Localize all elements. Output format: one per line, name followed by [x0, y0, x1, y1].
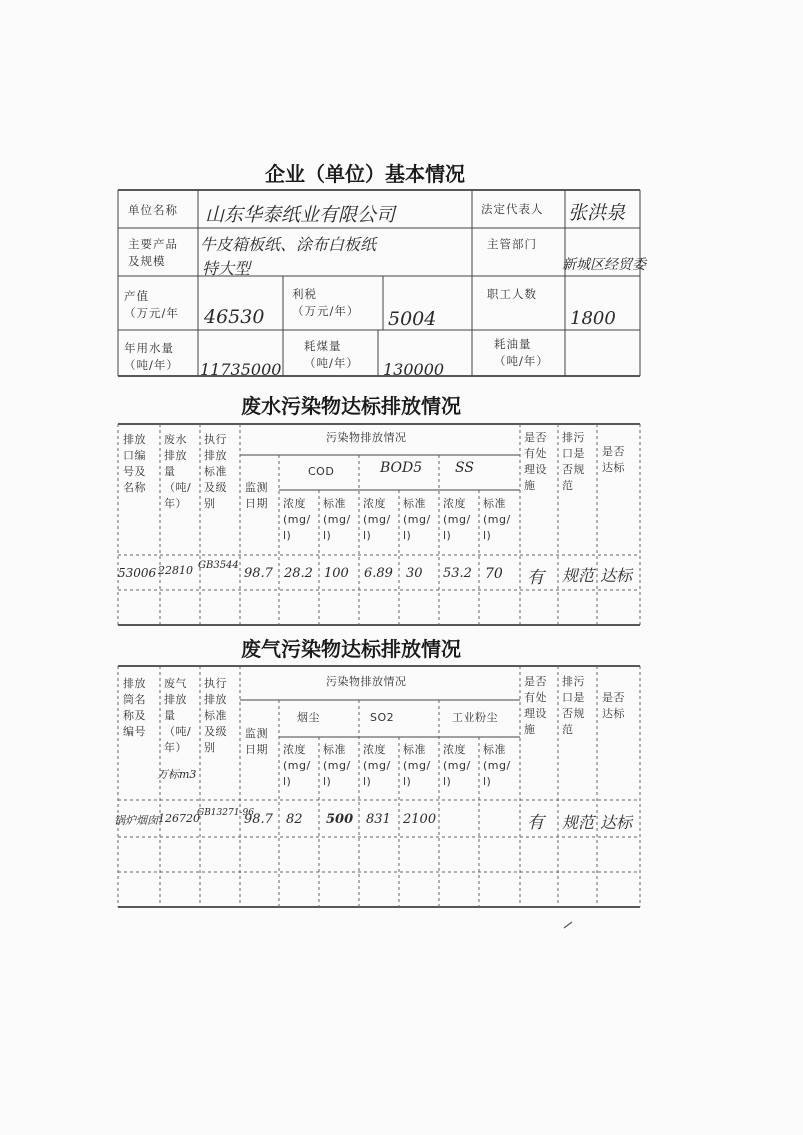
wg-pollutant-industrial-dust: 工业粉尘: [452, 711, 498, 724]
wg-row-s2: 2100: [403, 812, 437, 827]
wg-std-1: 标准 (mg/ l): [323, 743, 351, 788]
products-value-2: 特大型: [202, 259, 251, 278]
ww-std-3: 标准 (mg/ l): [483, 497, 511, 542]
ww-row-outlet-ok: 规范: [562, 566, 595, 585]
ww-row-facility: 有: [527, 568, 544, 588]
wg-col-compliant: 是否 达标: [602, 691, 625, 720]
wg-conc-3: 浓度 (mg/ l): [443, 743, 471, 788]
output-label: 产值 （万元/年: [124, 289, 179, 320]
ww-col-facility: 是否 有处 理设 施: [524, 431, 547, 492]
wastewater-title: 废水污染物达标排放情况: [241, 394, 461, 418]
wg-volume-unit-note: 万标m3: [157, 768, 197, 781]
ww-row-compliant: 达标: [600, 566, 633, 585]
wg-row-facility: 有: [527, 813, 544, 833]
wg-row-compliant: 达标: [600, 813, 633, 832]
water-label: 年用水量 （吨/年）: [124, 341, 179, 372]
wg-row-s1: 500: [326, 812, 354, 827]
tax-label: 利税 （万元/年）: [292, 287, 360, 318]
ww-pollutant-bod: BOD5: [380, 460, 423, 476]
oil-label: 耗油量 （吨/年）: [494, 337, 549, 368]
output-value: 46530: [204, 306, 265, 328]
ww-col-outlet: 排放 口编 号及 名称: [123, 433, 146, 494]
ww-col-volume: 废水 排放 量 （吨/ 年）: [164, 433, 192, 510]
wg-row-outlet-ok: 规范: [562, 813, 595, 832]
ww-col-compliant: 是否 达标: [602, 445, 625, 474]
ww-row-volume: 22810: [158, 564, 193, 577]
products-label: 主要产品 及规模: [128, 237, 178, 268]
ww-col-pollutants: 污染物排放情况: [326, 431, 407, 444]
staff-label: 职工人数: [487, 287, 537, 301]
ww-col-standard: 执行 排放 标准 及级 别: [204, 433, 227, 510]
ww-row-outlet: 53006: [118, 566, 157, 580]
wg-pollutant-so2: SO2: [370, 711, 395, 724]
wastegas-title: 废气污染物达标排放情况: [241, 637, 461, 661]
ww-col-date: 监测 日期: [245, 481, 268, 510]
wg-col-outlet-ok: 排污 口是 否规 范: [562, 675, 585, 736]
wg-col-date: 监测 日期: [245, 727, 268, 756]
wg-row-c1: 82: [286, 812, 303, 827]
authority-value: 新城区经贸委: [562, 257, 646, 273]
products-value-1: 牛皮箱板纸、涂布白板纸: [200, 235, 377, 254]
ww-row-s2: 30: [406, 566, 423, 581]
ww-conc-3: 浓度 (mg/ l): [443, 497, 471, 542]
wg-col-volume: 废气 排放 量 （吨/ 年）: [164, 677, 192, 754]
ww-row-s1: 100: [324, 566, 349, 581]
wg-pollutant-dust: 烟尘: [297, 711, 320, 724]
unit-name-label: 单位名称: [128, 203, 178, 217]
ww-row-c3: 53.2: [443, 566, 472, 581]
wg-row-stack: 锅炉烟囱: [114, 814, 158, 827]
ww-row-s3: 70: [485, 566, 503, 582]
legal-rep-value: 张洪泉: [568, 202, 626, 224]
wg-conc-2: 浓度 (mg/ l): [363, 743, 391, 788]
legal-rep-label: 法定代表人: [481, 202, 544, 216]
ww-std-1: 标准 (mg/ l): [323, 497, 351, 542]
basic-info-title: 企业（单位）基本情况: [265, 162, 465, 186]
wg-col-pollutants: 污染物排放情况: [326, 675, 407, 688]
authority-label: 主管部门: [487, 237, 537, 251]
unit-name-value: 山东华泰纸业有限公司: [205, 204, 396, 226]
wg-col-facility: 是否 有处 理设 施: [524, 675, 547, 736]
coal-value: 130000: [383, 360, 445, 379]
ww-row-standard: GB3544: [198, 560, 239, 571]
ww-conc-2: 浓度 (mg/ l): [363, 497, 391, 542]
tax-value: 5004: [388, 308, 437, 330]
wg-std-3: 标准 (mg/ l): [483, 743, 511, 788]
wg-row-standard: GB13271-96: [197, 808, 254, 818]
ww-pollutant-ss: SS: [455, 460, 474, 476]
wg-row-volume: 126720: [158, 812, 200, 825]
wg-std-2: 标准 (mg/ l): [403, 743, 431, 788]
ww-std-2: 标准 (mg/ l): [403, 497, 431, 542]
water-value: 11735000: [200, 360, 282, 379]
wg-col-stack: 排放 筒名 称及 编号: [123, 677, 146, 738]
wg-col-standard: 执行 排放 标准 及级 别: [204, 677, 227, 754]
ww-row-date: 98.7: [244, 566, 273, 581]
ww-conc-1: 浓度 (mg/ l): [283, 497, 311, 542]
ww-row-c1: 28.2: [284, 566, 313, 581]
ww-row-c2: 6.89: [364, 566, 393, 581]
wg-conc-1: 浓度 (mg/ l): [283, 743, 311, 788]
ww-pollutant-cod: COD: [308, 465, 335, 478]
wg-row-date: 98.7: [244, 812, 273, 827]
staff-value: 1800: [570, 308, 616, 329]
wg-row-c2: 831: [366, 812, 391, 827]
coal-label: 耗煤量 （吨/年）: [304, 339, 359, 370]
ww-col-outlet-ok: 排污 口是 否规 范: [562, 431, 585, 492]
